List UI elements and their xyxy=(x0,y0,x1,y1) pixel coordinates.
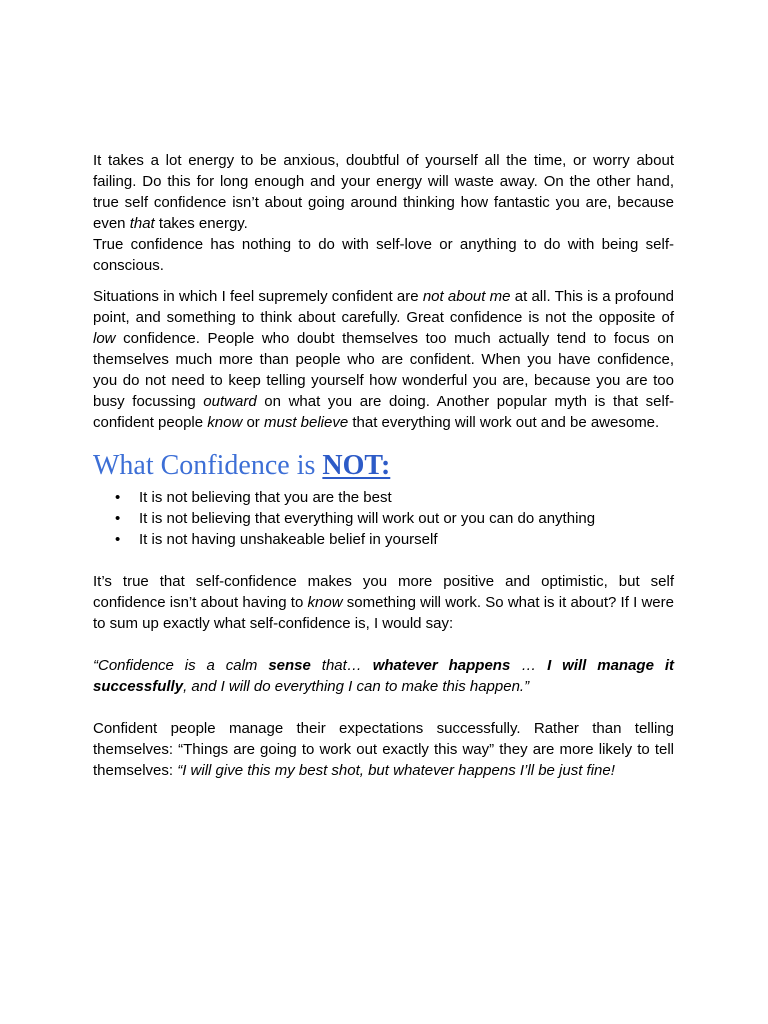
spacer xyxy=(93,634,674,655)
text-run: Situations in which I feel supremely confident are xyxy=(93,288,423,305)
heading-prefix: What Confidence is xyxy=(93,450,323,481)
list-item xyxy=(93,529,674,550)
text-run: , and I will do everything I can to make this happen.” xyxy=(183,678,530,695)
text-run: “Confidence is a calm xyxy=(93,657,269,674)
text-run: that everything will work out and be awesome. xyxy=(348,414,660,431)
text-run: It’s true that self-confidence makes you more positive and optimistic, but self confidence isn’t about having to xyxy=(93,573,674,611)
emphasis-low: low xyxy=(93,330,116,347)
bold-manage-successfully: I will manage it successfully xyxy=(93,657,674,695)
bullet-list xyxy=(93,487,674,550)
quote-definition xyxy=(93,655,674,697)
text-run: takes energy. xyxy=(154,215,248,232)
bold-whatever-happens: whatever happens xyxy=(372,657,511,674)
emphasis-best-shot: “I will give this my best shot, but whatever happens I’ll be just fine! xyxy=(177,762,615,779)
emphasis-know: know xyxy=(207,414,243,431)
text-run: that… xyxy=(310,657,373,674)
text-run: at all. This is a profound point, and something to think about carefully. Great confidence is not the opposite of xyxy=(93,288,674,326)
bullet-icon: • xyxy=(115,531,121,548)
paragraph-energy xyxy=(93,150,674,234)
text-run: Confident people manage their expectations successfully. Rather than telling themselves: “Things are going to work out exactly this way” they are more likely to tell themselves: xyxy=(93,720,674,779)
list-item-text: It is not having unshakeable belief in yourself xyxy=(139,531,438,548)
list-item-text: It is not believing that you are the best xyxy=(139,489,392,506)
emphasis-know: know xyxy=(307,594,343,611)
emphasis-not-about-me: not about me xyxy=(422,288,511,305)
text-run: confidence. People who doubt themselves too much actually tend to focus on themselves much more than people who are confident. When you have confidence, you do not need to keep telling yourself how wonderful you are, because you are too busy focussing xyxy=(93,330,674,410)
paragraph-true-confidence: True confidence has nothing to do with self-love or anything to do with being self-conscious. xyxy=(93,236,674,274)
emphasis-that: that xyxy=(129,215,155,232)
bullet-icon: • xyxy=(115,489,121,506)
paragraph-expectations xyxy=(93,718,674,781)
paragraph-situations xyxy=(93,286,674,433)
bullet-icon: • xyxy=(115,510,121,527)
section-heading xyxy=(93,449,674,483)
spacer xyxy=(93,276,674,286)
paragraph-self-confidence xyxy=(93,571,674,634)
document-body xyxy=(93,150,674,781)
text-run: something will work. So what is it about? If I were to sum up exactly what self-confidence is, I would say: xyxy=(93,594,674,632)
list-item-text: It is not believing that everything will work out or you can do anything xyxy=(139,510,596,527)
list-item xyxy=(93,508,674,529)
heading-emphasis: NOT: xyxy=(322,450,391,481)
text-run: on what you are doing. Another popular myth is that self-confident people xyxy=(93,393,675,431)
text-run: … xyxy=(510,657,548,674)
spacer xyxy=(93,550,674,571)
text-run: It takes a lot energy to be anxious, doubtful of yourself all the time, or worry about failing. Do this for long enough and your energy will waste away. On the other hand, true self confidence isn’t about going around thinking how fantastic you are, because even xyxy=(93,152,674,232)
text-run: or xyxy=(242,414,264,431)
spacer xyxy=(93,697,674,718)
emphasis-outward: outward xyxy=(203,393,257,410)
bold-sense: sense xyxy=(268,657,311,674)
list-item xyxy=(93,487,674,508)
emphasis-must-believe: must believe xyxy=(263,414,349,431)
